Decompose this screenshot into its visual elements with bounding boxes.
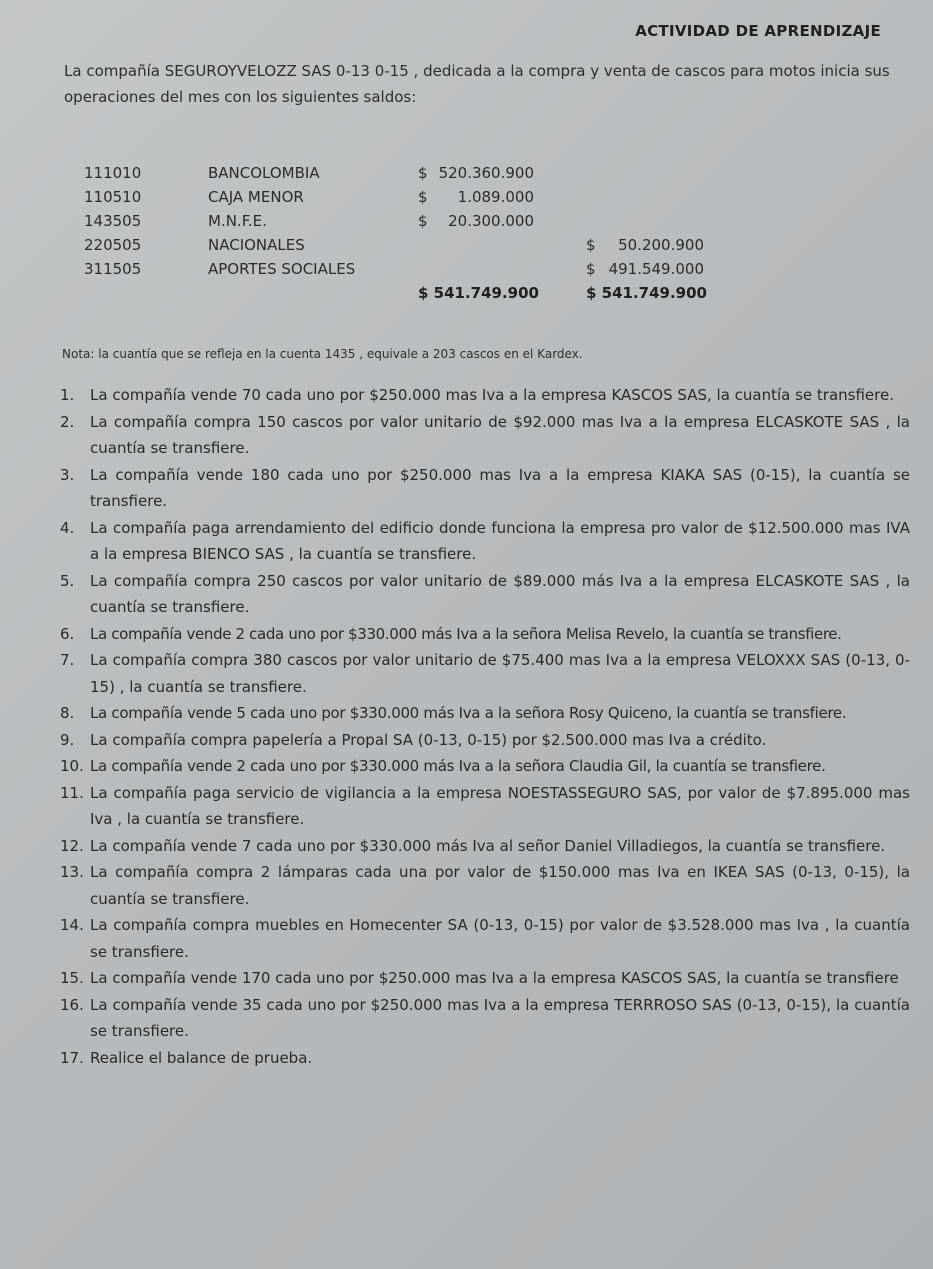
list-item <box>56 621 910 648</box>
list-item <box>56 912 910 965</box>
item-number: 17. <box>60 1048 84 1067</box>
item-number: 3. <box>60 465 75 484</box>
item-text: La compañía paga arrendamiento del edificio donde funciona la empresa pro valor de $12.500.000 mas IVA a la empresa BIENCO SAS , la cuantía se transfiere. <box>90 518 910 563</box>
item-number: 7. <box>60 651 75 669</box>
currency-sign: $ <box>586 260 596 278</box>
item-number: 4. <box>60 518 75 537</box>
item-number: 9. <box>60 730 75 749</box>
kardex-note: Nota: la cuantía que se refleja en la cuenta 1435 , equivale a 203 cascos en el Kardex. <box>62 347 583 361</box>
list-item <box>56 700 910 727</box>
credit-amount <box>586 260 704 278</box>
item-text: La compañía paga servicio de vigilancia a la empresa NOESTASSEGURO SAS, por valor de $7.895.000 mas Iva , la cuantía se transfiere. <box>90 783 910 828</box>
item-text: La compañía vende 70 cada uno por $250.000 mas Iva a la empresa KASCOS SAS, la cuantía se transfiere. <box>90 386 894 404</box>
transaction-list <box>56 382 910 1071</box>
item-text: La compañía vende 180 cada uno por $250.000 mas Iva a la empresa KIAKA SAS (0-15), la cuantía se transfiere. <box>90 465 910 510</box>
item-number: 16. <box>60 995 84 1014</box>
item-number: 14. <box>60 916 84 934</box>
item-text: La compañía vende 35 cada uno por $250.000 mas Iva a la empresa TERRROSO SAS (0-13, 0-15), la cuantía se transfiere. <box>90 995 910 1040</box>
list-item <box>56 382 910 409</box>
item-text: La compañía vende 5 cada uno por $330.000 más Iva a la señora Rosy Quiceno, la cuantía se transfiere. <box>90 704 847 722</box>
list-item <box>56 859 910 912</box>
amount-value: 1.089.000 <box>457 188 534 206</box>
item-number: 12. <box>60 836 84 855</box>
currency-sign: $ <box>418 212 428 230</box>
list-item <box>56 780 910 833</box>
item-number: 5. <box>60 571 75 590</box>
item-number: 10. <box>60 757 84 775</box>
item-text: La compañía vende 7 cada uno por $330.000 más Iva al señor Daniel Villadiegos, la cuantía se transfiere. <box>90 836 886 855</box>
list-item <box>56 515 910 568</box>
account-code: 311505 <box>84 260 142 278</box>
credit-total: $ 541.749.900 <box>586 284 707 302</box>
list-item <box>56 409 910 462</box>
item-number: 2. <box>60 412 75 431</box>
amount-value: 520.360.900 <box>438 164 534 182</box>
account-code: 111010 <box>84 164 142 182</box>
account-code: 110510 <box>84 188 142 206</box>
list-item <box>56 965 910 992</box>
debit-total: $ 541.749.900 <box>418 284 539 302</box>
intro-paragraph: La compañía SEGUROYVELOZZ SAS 0-13 0-15 , dedicada a la compra y venta de cascos para motos inicia sus operaciones del mes con los siguientes saldos: <box>64 62 890 106</box>
amount-value: 491.549.000 <box>608 260 704 278</box>
item-text: Realice el balance de prueba. <box>90 1048 313 1067</box>
item-text: La compañía compra muebles en Homecenter SA (0-13, 0-15) por valor de $3.528.000 mas Iva , la cuantía se transfiere. <box>90 916 910 961</box>
list-item <box>56 992 910 1045</box>
item-number: 6. <box>60 624 75 643</box>
item-text: La compañía compra papelería a Propal SA (0-13, 0-15) por $2.500.000 mas Iva a crédito. <box>90 730 767 749</box>
list-item <box>56 568 910 621</box>
item-number: 13. <box>60 863 84 881</box>
item-number: 8. <box>60 704 75 722</box>
list-item <box>56 647 910 700</box>
item-text: La compañía compra 2 lámparas cada una por valor de $150.000 mas Iva en IKEA SAS (0-13, 0-15), la cuantía se transfiere. <box>90 863 910 908</box>
list-item <box>56 1045 910 1072</box>
item-text: La compañía compra 380 cascos por valor unitario de $75.400 mas Iva a la empresa VELOXXX SAS (0-13, 0-15) , la cuantía se transfiere. <box>90 651 910 696</box>
item-number: 15. <box>60 969 84 987</box>
document-title: ACTIVIDAD DE APRENDIZAJE <box>635 22 881 40</box>
amount-value: 50.200.900 <box>618 236 704 254</box>
account-code: 143505 <box>84 212 142 230</box>
currency-sign: $ <box>586 236 596 254</box>
list-item <box>56 833 910 860</box>
amount-value: 20.300.000 <box>448 212 534 230</box>
list-item <box>56 727 910 754</box>
account-name: BANCOLOMBIA <box>208 164 320 182</box>
list-item <box>56 753 910 780</box>
credit-amount <box>586 236 704 254</box>
debit-amount <box>418 164 534 182</box>
account-code: 220505 <box>84 236 142 254</box>
account-name: M.N.F.E. <box>208 212 267 230</box>
item-text: La compañía vende 2 cada uno por $330.000 más Iva a la señora Melisa Revelo, la cuantía se transfiere. <box>90 624 842 643</box>
list-item <box>56 462 910 515</box>
currency-sign: $ <box>418 164 428 182</box>
account-name: CAJA MENOR <box>208 188 304 206</box>
account-name: NACIONALES <box>208 236 305 254</box>
item-text: La compañía compra 150 cascos por valor unitario de $92.000 mas Iva a la empresa ELCASKOTE SAS , la cuantía se transfiere. <box>90 412 910 457</box>
account-name: APORTES SOCIALES <box>208 260 356 278</box>
currency-sign: $ <box>418 188 428 206</box>
item-number: 1. <box>60 386 75 404</box>
item-number: 11. <box>60 783 84 802</box>
debit-amount <box>418 212 534 230</box>
item-text: La compañía compra 250 cascos por valor unitario de $89.000 más Iva a la empresa ELCASKOTE SAS , la cuantía se transfiere. <box>90 571 910 616</box>
item-text: La compañía vende 170 cada uno por $250.000 mas Iva a la empresa KASCOS SAS, la cuantía se transfiere <box>90 969 899 987</box>
debit-amount <box>418 188 534 206</box>
item-text: La compañía vende 2 cada uno por $330.000 más Iva a la señora Claudia Gil, la cuantía se transfiere. <box>90 757 826 775</box>
